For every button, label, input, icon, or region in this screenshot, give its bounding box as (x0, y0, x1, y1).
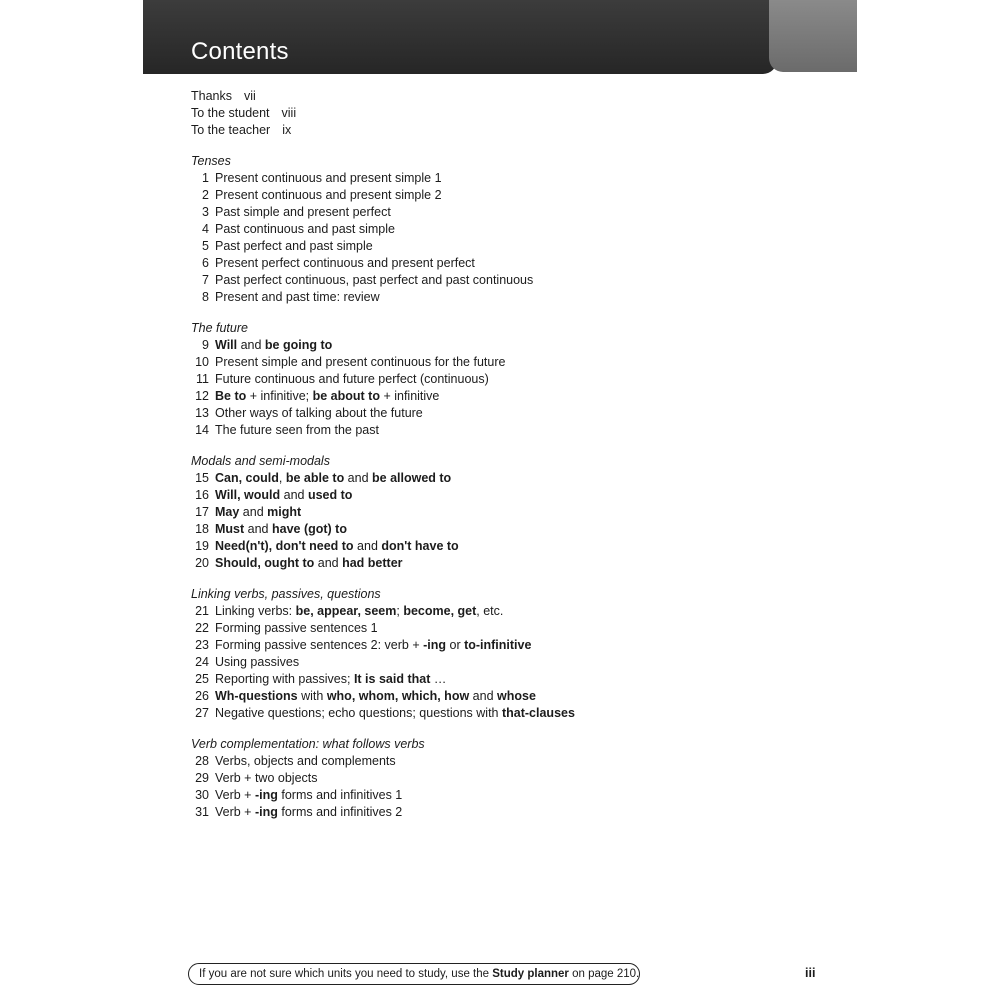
unit-entry[interactable] (191, 654, 751, 671)
unit-number: 10 (195, 355, 209, 369)
header-bar (143, 0, 777, 74)
unit-title-text: Past continuous and past simple (215, 222, 395, 236)
unit-number: 21 (195, 604, 209, 618)
unit-title (215, 637, 531, 654)
unit-entry[interactable] (191, 504, 751, 521)
intro-page: vii (244, 89, 256, 103)
intro-page: ix (282, 123, 292, 137)
unit-number: 12 (195, 389, 209, 403)
unit-entry[interactable] (191, 521, 751, 538)
intro-label: Thanks (191, 89, 232, 103)
unit-title-bold: be about to (312, 389, 380, 403)
unit-entry[interactable] (191, 221, 751, 238)
unit-title-bold: be able to (285, 471, 345, 485)
unit-title (215, 654, 299, 671)
unit-title-text: and (314, 556, 343, 570)
unit-title (215, 187, 442, 204)
unit-entry[interactable] (191, 170, 751, 187)
unit-entry[interactable] (191, 637, 751, 654)
unit-title-text: or (446, 638, 465, 652)
unit-title-text: and (280, 488, 308, 502)
unit-title-bold: who, whom, which, how (326, 689, 470, 703)
unit-title-bold: -ing (254, 788, 278, 802)
unit-title-text: Present continuous and present simple 1 (215, 171, 442, 185)
unit-number: 23 (195, 638, 209, 652)
note-text-end: on page 210. (568, 968, 640, 980)
unit-entry[interactable] (191, 371, 751, 388)
unit-title-bold: It is said that (353, 672, 431, 686)
unit-entry[interactable] (191, 405, 751, 422)
unit-number: 27 (195, 706, 209, 720)
unit-number: 9 (202, 338, 209, 352)
unit-number: 14 (195, 423, 209, 437)
unit-title-text: and (344, 471, 373, 485)
unit-title (215, 289, 380, 306)
unit-title-text: , (278, 471, 286, 485)
unit-title-text: Using passives (215, 655, 300, 669)
unit-title-bold: Can, could (215, 471, 279, 485)
unit-title (215, 388, 439, 405)
unit-title-bold: Must (215, 522, 245, 536)
unit-entry[interactable] (191, 487, 751, 504)
unit-entry[interactable] (191, 688, 751, 705)
unit-entry[interactable] (191, 620, 751, 637)
unit-entry[interactable] (191, 422, 751, 439)
section (191, 586, 751, 722)
unit-title-text: Forming passive sentences 2: verb + (215, 638, 424, 652)
unit-title (215, 238, 373, 255)
unit-number: 22 (195, 621, 209, 635)
intro-item[interactable] (191, 122, 296, 139)
unit-number: 15 (195, 471, 209, 485)
unit-title (215, 620, 378, 637)
unit-entry[interactable] (191, 204, 751, 221)
unit-number: 6 (202, 256, 209, 270)
unit-number: 11 (196, 372, 209, 386)
unit-title-text: Past perfect continuous, past perfect and past continuous (215, 273, 534, 287)
unit-entry[interactable] (191, 705, 751, 722)
unit-title-text: and (237, 338, 265, 352)
unit-title (215, 221, 395, 238)
unit-title-text: Future continuous and future perfect (continuous) (215, 372, 489, 386)
unit-title (215, 804, 402, 821)
unit-title (215, 255, 475, 272)
unit-title-text: Present continuous and present simple 2 (215, 188, 442, 202)
unit-title (215, 521, 347, 538)
unit-title-bold: become, get (403, 604, 477, 618)
unit-title-text: forms and infinitives 2 (277, 805, 403, 819)
unit-title (215, 371, 489, 388)
unit-title-bold: Be to (215, 389, 247, 403)
unit-title (215, 555, 403, 572)
unit-title-text: Verbs, objects and complements (215, 754, 396, 768)
unit-title-bold: May (215, 505, 240, 519)
unit-number: 3 (202, 205, 209, 219)
section-title: Tenses (191, 154, 231, 168)
unit-title-bold: to-infinitive (464, 638, 532, 652)
unit-title (215, 688, 536, 705)
intro-item[interactable] (191, 88, 296, 105)
unit-number: 1 (202, 171, 209, 185)
section-title: Linking verbs, passives, questions (191, 587, 381, 601)
unit-title-bold: Will, would (215, 488, 281, 502)
header-tab (769, 0, 857, 72)
unit-title (215, 753, 396, 770)
unit-title (215, 504, 301, 521)
unit-title-bold: have (got) to (271, 522, 347, 536)
section (191, 453, 751, 572)
unit-title-bold: -ing (254, 805, 278, 819)
unit-title-text: Other ways of talking about the future (215, 406, 423, 420)
unit-number: 24 (195, 655, 209, 669)
unit-entry[interactable] (191, 255, 751, 272)
unit-title (215, 770, 318, 787)
unit-title-bold: Will (215, 338, 238, 352)
study-planner-link[interactable]: Study planner (492, 968, 569, 980)
unit-title-bold: be allowed to (372, 471, 452, 485)
page-title: Contents (191, 38, 289, 65)
unit-number: 19 (195, 539, 209, 553)
unit-title-bold: used to (307, 488, 353, 502)
unit-title-bold: Wh-questions (215, 689, 298, 703)
unit-title-text: and (353, 539, 382, 553)
unit-number: 5 (202, 239, 209, 253)
unit-number: 7 (202, 273, 209, 287)
unit-title (215, 170, 442, 187)
unit-title-text: The future seen from the past (215, 423, 379, 437)
study-planner-note (188, 963, 640, 985)
unit-title-text: Present and past time: review (215, 290, 380, 304)
unit-title (215, 787, 402, 804)
intro-list (191, 88, 296, 139)
section (191, 320, 751, 439)
unit-title-bold: Need(n't), don't need to (215, 539, 354, 553)
unit-title-text: Verb + two objects (215, 771, 318, 785)
unit-title-text: Verb + (215, 805, 255, 819)
unit-title-bold: be, appear, seem (295, 604, 397, 618)
intro-label: To the student (191, 106, 270, 120)
unit-title-text: Negative questions; echo questions; questions with (215, 706, 502, 720)
intro-label: To the teacher (191, 123, 271, 137)
unit-title-text: Present perfect continuous and present perfect (215, 256, 475, 270)
unit-title (215, 470, 451, 487)
unit-entry[interactable] (191, 289, 751, 306)
contents-sections (191, 153, 751, 835)
unit-title (215, 603, 503, 620)
unit-entry[interactable] (191, 753, 751, 770)
unit-title-text: Forming passive sentences 1 (215, 621, 378, 635)
unit-title-text: and (244, 522, 272, 536)
unit-title-text: Past perfect and past simple (215, 239, 373, 253)
unit-title (215, 538, 459, 555)
page-number: iii (805, 966, 816, 980)
unit-number: 26 (195, 689, 209, 703)
unit-title (215, 422, 379, 439)
unit-title (215, 272, 533, 289)
unit-title-text: Present simple and present continuous for the future (215, 355, 506, 369)
unit-title (215, 354, 505, 371)
unit-title-bold: might (267, 505, 302, 519)
unit-number: 8 (202, 290, 209, 304)
note-text: If you are not sure which units you need to study, use the (199, 968, 493, 980)
section-title: Modals and semi-modals (191, 454, 330, 468)
unit-entry[interactable] (191, 671, 751, 688)
unit-title-text: + infinitive (379, 389, 440, 403)
unit-entry[interactable] (191, 337, 751, 354)
unit-title-text: and (469, 689, 497, 703)
unit-number: 30 (195, 788, 209, 802)
unit-title (215, 405, 423, 422)
unit-title-text: ; (396, 604, 404, 618)
section-title: Verb complementation: what follows verbs (191, 737, 425, 751)
section-title: The future (191, 321, 248, 335)
contents-page (143, 0, 857, 1000)
unit-number: 18 (195, 522, 209, 536)
unit-entry[interactable] (191, 804, 751, 821)
unit-number: 31 (195, 805, 209, 819)
intro-item[interactable] (191, 105, 296, 122)
unit-title-text: and (239, 505, 268, 519)
unit-number: 29 (195, 771, 209, 785)
section (191, 736, 751, 821)
unit-entry[interactable] (191, 787, 751, 804)
unit-title-bold: Should, ought to (215, 556, 315, 570)
unit-title-bold: whose (497, 689, 536, 703)
unit-title-text: Linking verbs: (215, 604, 296, 618)
unit-title-bold: had better (342, 556, 403, 570)
unit-title-text: forms and infinitives 1 (277, 788, 403, 802)
unit-title-bold: that-clauses (501, 706, 575, 720)
unit-entry[interactable] (191, 603, 751, 620)
unit-title-text: … (430, 672, 447, 686)
unit-number: 17 (195, 505, 209, 519)
unit-title-bold: be going to (264, 338, 333, 352)
unit-title (215, 671, 446, 688)
unit-entry[interactable] (191, 272, 751, 289)
unit-entry[interactable] (191, 354, 751, 371)
unit-entry[interactable] (191, 187, 751, 204)
section (191, 153, 751, 306)
unit-entry[interactable] (191, 238, 751, 255)
unit-title-text: + infinitive; (246, 389, 313, 403)
unit-entry[interactable] (191, 555, 751, 572)
unit-title (215, 705, 575, 722)
unit-title (215, 337, 332, 354)
unit-title-text: with (297, 689, 327, 703)
unit-title-text: Verb + (215, 788, 255, 802)
unit-entry[interactable] (191, 388, 751, 405)
unit-number: 2 (202, 188, 209, 202)
unit-entry[interactable] (191, 770, 751, 787)
unit-entry[interactable] (191, 538, 751, 555)
unit-entry[interactable] (191, 470, 751, 487)
unit-title-bold: don't have to (381, 539, 459, 553)
unit-title-text: , etc. (476, 604, 504, 618)
unit-title-text: Reporting with passives; (215, 672, 354, 686)
unit-title (215, 487, 352, 504)
unit-number: 28 (195, 754, 209, 768)
unit-number: 16 (195, 488, 209, 502)
intro-page: viii (281, 106, 297, 120)
unit-title-text: Past simple and present perfect (215, 205, 391, 219)
unit-number: 25 (195, 672, 209, 686)
unit-number: 4 (202, 222, 209, 236)
unit-number: 20 (195, 556, 209, 570)
unit-number: 13 (195, 406, 209, 420)
unit-title (215, 204, 391, 221)
unit-title-bold: -ing (423, 638, 447, 652)
